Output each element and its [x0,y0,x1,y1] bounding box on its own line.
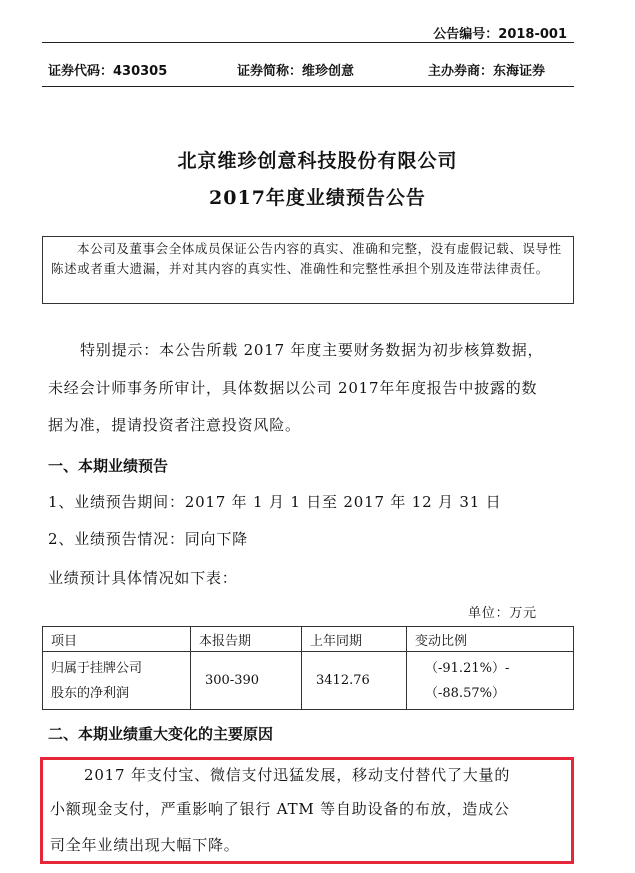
table-header-row [43,627,574,652]
sponsor: 主办券商：东海证券 [428,64,546,79]
stock-code: 证券代码：430305 [48,64,168,79]
company-title: 北京维珍创意科技股份有限公司 [177,150,458,172]
disclaimer-box: 本公司及董事会全体成员保证公告内容的真实、准确和完整，没有虚假记载、误导性陈述或者重大遗漏，并对其内容的真实性、准确性和完整性承担个别及连带法律责任。 [42,236,574,304]
reason-line-1: 2017 年支付宝、微信支付迅猛发展，移动支付替代了大量的 [84,766,511,784]
header-rule-bottom [42,86,574,87]
row-current: 300-390 [191,652,302,710]
document-title: 2017年度业绩预告公告 [209,187,426,209]
forecast-intro: 业绩预计具体情况如下表： [48,569,238,587]
special-tip-line-3: 据为准，提请投资者注意投资风险。 [48,416,301,434]
reason-line-2: 小额现金支付，严重影响了银行 ATM 等自助设备的布放，造成公 [50,800,510,818]
forecast-period: 1、业绩预告期间：2017 年 1 月 1 日至 2017 年 12 月 31 日 [48,493,502,511]
header-item: 项目 [43,627,191,652]
row-change-line-2: （-88.57%） [425,685,505,701]
row-previous: 3412.76 [302,652,407,710]
section-1-heading: 一、本期业绩预告 [48,457,169,475]
header-current: 本报告期 [191,627,302,652]
table-row [43,652,574,710]
row-change [407,652,574,710]
section-2-heading: 二、本期业绩重大变化的主要原因 [48,725,274,743]
reason-line-3: 司全年业绩出现大幅下降。 [50,836,240,854]
header-rule-top [42,42,574,43]
announcement-number: 公告编号：2018-001 [433,27,567,42]
header-change: 变动比例 [407,627,574,652]
row-item [43,652,191,710]
unit-label: 单位：万元 [467,606,537,621]
row-change-line-1: （-91.21%）- [425,660,510,676]
header-previous: 上年同期 [302,627,407,652]
special-tip-line-2: 未经会计师事务所审计，具体数据以公司 2017年年度报告中披露的数 [48,379,538,397]
special-tip-line-1: 特别提示：本公告所载 2017 年度主要财务数据为初步核算数据， [80,341,544,359]
row-item-line-1: 归属于挂牌公司 [51,660,143,676]
stock-name: 证券简称：维珍创意 [237,64,355,79]
forecast-status: 2、业绩预告情况：同向下降 [48,530,248,548]
row-item-line-2: 股东的净利润 [51,685,130,701]
forecast-table [42,626,574,710]
